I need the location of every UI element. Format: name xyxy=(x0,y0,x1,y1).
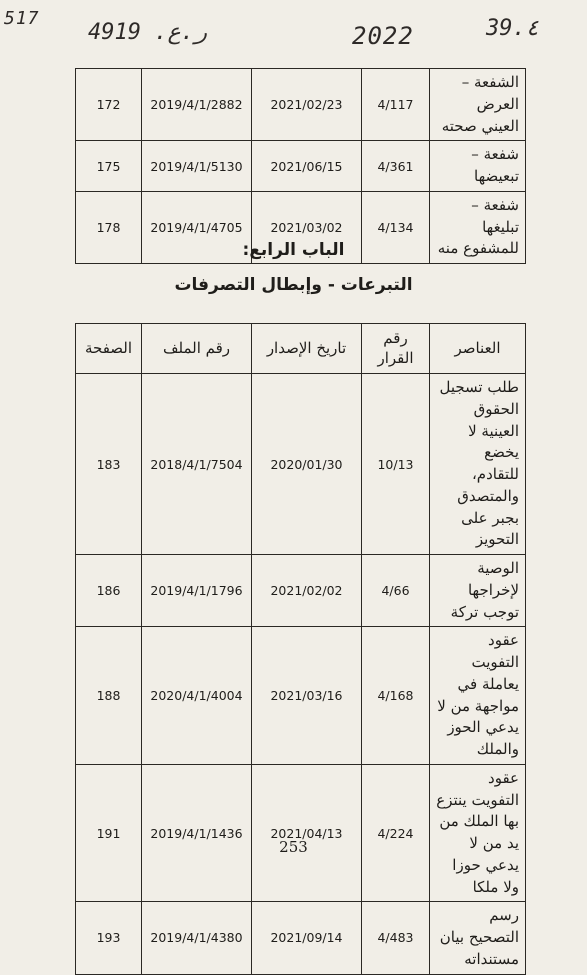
date-cell: 2020/01/30 xyxy=(252,374,362,555)
element-cell: عقود التفويت ينتزع بها الملك من يد من لا يدعي حوزا ولا ملكا xyxy=(430,764,526,902)
date-cell: 2021/06/15 xyxy=(252,141,362,192)
decision-cell: 4/168 xyxy=(362,627,430,765)
decision-cell: 4/361 xyxy=(362,141,430,192)
handwritten-page-mark: 517 xyxy=(4,8,40,29)
table-row xyxy=(76,141,526,192)
decision-cell: 10/13 xyxy=(362,374,430,555)
page-cell: 178 xyxy=(76,191,142,263)
page-cell: 172 xyxy=(76,69,142,141)
header-elements: العناصر xyxy=(430,324,526,374)
page-cell: 175 xyxy=(76,141,142,192)
file-cell: 2018/4/1/7504 xyxy=(142,374,252,555)
handwritten-year: 2022 xyxy=(352,22,414,50)
date-cell: 2021/04/13 xyxy=(252,764,362,902)
element-cell: شفعة – تبليغها للمشفوع منه xyxy=(430,191,526,263)
index-table-preemption xyxy=(75,68,526,264)
decision-cell: 4/483 xyxy=(362,902,430,974)
page-number: 253 xyxy=(279,838,308,856)
header-decision: رقم القرار xyxy=(362,324,430,374)
element-cell: عقود التفويت يعاملة في مواجهة من لا يدعي الحوز والملك xyxy=(430,627,526,765)
decision-cell: 4/224 xyxy=(362,764,430,902)
file-cell: 2019/4/1/1436 xyxy=(142,764,252,902)
table-row xyxy=(76,555,526,627)
date-cell: 2021/03/16 xyxy=(252,627,362,765)
table-row xyxy=(76,374,526,555)
file-cell: 2019/4/1/4380 xyxy=(142,902,252,974)
table-row xyxy=(76,627,526,765)
decision-cell: 4/117 xyxy=(362,69,430,141)
header-page: الصفحة xyxy=(76,324,142,374)
table-row xyxy=(76,902,526,974)
table-row xyxy=(76,764,526,902)
decision-cell: 4/66 xyxy=(362,555,430,627)
element-cell: شفعة – تبعيضها xyxy=(430,141,526,192)
file-cell: 2019/4/1/5130 xyxy=(142,141,252,192)
chapter-title: الباب الرابع: xyxy=(242,240,345,260)
element-cell: طلب تسجيل الحقوق العينية لا يخضع للتقادم، والمتصدق بجبر على التحويز xyxy=(430,374,526,555)
element-cell: الوصية لإخراجها توجب تركة xyxy=(430,555,526,627)
section-title: التبرعات - وإبطال التصرفات xyxy=(174,275,413,295)
file-cell: 2019/4/1/2882 xyxy=(142,69,252,141)
file-cell: 2019/4/1/4705 xyxy=(142,191,252,263)
element-cell: الشفعة – العرض العيني صحته xyxy=(430,69,526,141)
index-table-donations xyxy=(75,323,526,975)
handwritten-number: 39.٤ xyxy=(486,16,539,41)
page-cell: 188 xyxy=(76,627,142,765)
file-cell: 2020/4/1/4004 xyxy=(142,627,252,765)
date-cell: 2021/03/02 xyxy=(252,191,362,263)
element-cell: رسم التصحيح بيان مستنداته xyxy=(430,902,526,974)
page-cell: 191 xyxy=(76,764,142,902)
header-file: رقم الملف xyxy=(142,324,252,374)
date-cell: 2021/09/14 xyxy=(252,902,362,974)
table-header-row xyxy=(76,324,526,374)
handwritten-reference: ر.ع. 4919 xyxy=(88,20,208,45)
file-cell: 2019/4/1/1796 xyxy=(142,555,252,627)
page-cell: 183 xyxy=(76,374,142,555)
header-date: تاريخ الإصدار xyxy=(252,324,362,374)
date-cell: 2021/02/23 xyxy=(252,69,362,141)
decision-cell: 4/134 xyxy=(362,191,430,263)
page-cell: 186 xyxy=(76,555,142,627)
page-cell: 193 xyxy=(76,902,142,974)
date-cell: 2021/02/02 xyxy=(252,555,362,627)
table-row xyxy=(76,69,526,141)
